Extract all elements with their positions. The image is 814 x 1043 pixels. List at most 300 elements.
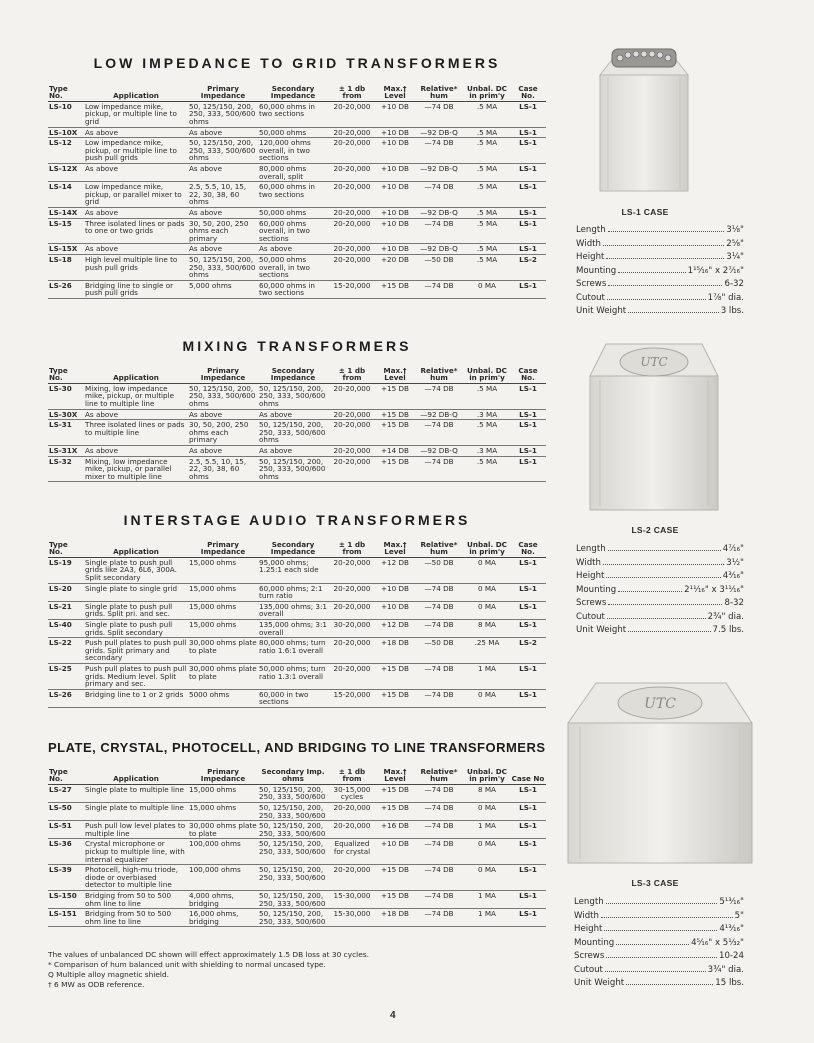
footnote-dc: The values of unbalanced DC shown will effect approximately 1.5 DB loss at 30 cycles. xyxy=(48,950,369,959)
header-primary: Primary Impedance xyxy=(188,85,258,101)
cell-level: +15 DB xyxy=(376,383,414,409)
ls-1-specs xyxy=(576,224,744,319)
cell-dc: .5 MA xyxy=(464,244,510,255)
cell-level: +12 DB xyxy=(376,619,414,637)
section-title: MIXING TRANSFORMERS xyxy=(182,338,412,354)
cell-dc: 1 MA xyxy=(464,663,510,689)
cell-type: LS-39 xyxy=(48,865,84,891)
cell-type: LS-36 xyxy=(48,839,84,865)
spec-value: 6-32 xyxy=(724,279,744,289)
table-row xyxy=(48,445,546,456)
table-header xyxy=(48,768,546,784)
section-low-impedance xyxy=(48,55,546,299)
table-row xyxy=(48,865,546,891)
cell-dc: 8 MA xyxy=(464,784,510,802)
spec-label: Width xyxy=(576,557,601,568)
cell-case: LS-1 xyxy=(510,601,546,619)
cell-dc: .5 MA xyxy=(464,456,510,482)
cell-type: LS-30 xyxy=(48,383,84,409)
cell-primary: 15,000 ohms xyxy=(188,557,258,583)
spec-label: Length xyxy=(576,544,606,554)
cell-type: LS-14 xyxy=(48,182,84,208)
cell-primary: As above xyxy=(188,163,258,181)
leader-dots xyxy=(601,917,733,918)
cell-response: 20-20,000 xyxy=(328,557,376,583)
page-number: 4 xyxy=(390,1010,396,1021)
cell-primary: 15,000 ohms xyxy=(188,803,258,821)
cell-primary: As above xyxy=(188,207,258,218)
table-header xyxy=(48,367,546,383)
spec-value: 4⁵⁄₁₆" x 5¹⁄₃₂" xyxy=(691,937,744,948)
spec-value: 10-24 xyxy=(719,951,744,961)
cell-primary: 50, 125/150, 200, 250, 333, 500/600 ohms xyxy=(188,101,258,127)
spec-label: Screws xyxy=(576,598,607,608)
header-type: Type No. xyxy=(48,367,84,383)
cell-case: LS-1 xyxy=(510,182,546,208)
cell-primary: As above xyxy=(188,244,258,255)
footnote-shield: Q Multiple alloy magnetic shield. xyxy=(48,970,169,979)
section-title: PLATE, CRYSTAL, PHOTOCELL, AND BRIDGING TO LINE TRANSFORMERS xyxy=(48,740,546,755)
cell-level: +10 DB xyxy=(376,839,414,865)
cell-type: LS-32 xyxy=(48,456,84,482)
footnote-reference: † 6 MW as ODB reference. xyxy=(48,980,145,989)
leader-dots xyxy=(628,312,719,313)
cell-hum: —74 DB xyxy=(414,601,464,619)
spec-row xyxy=(576,265,744,279)
cell-case: LS-1 xyxy=(510,803,546,821)
cell-response: 20-20,000 xyxy=(328,127,376,138)
cell-case: LS-1 xyxy=(510,138,546,164)
spec-value: 2⅝" xyxy=(726,238,744,249)
cell-type: LS-10 xyxy=(48,101,84,127)
table-row xyxy=(48,909,546,927)
table-interstage xyxy=(48,541,546,708)
cell-application: Bridging line to 1 or 2 grids xyxy=(84,689,188,707)
cell-primary: 50, 125/150, 200, 250, 333, 500/600 ohms xyxy=(188,254,258,280)
table-row xyxy=(48,280,546,298)
header-type: Type No. xyxy=(48,85,84,101)
cell-case: LS-1 xyxy=(510,409,546,420)
table-row xyxy=(48,583,546,601)
cell-secondary: 50,000 ohms overall, in two sections xyxy=(258,254,328,280)
cell-level: +10 DB xyxy=(376,207,414,218)
cell-type: LS-26 xyxy=(48,280,84,298)
cell-case: LS-1 xyxy=(510,101,546,127)
cell-response: 20-20,000 xyxy=(328,601,376,619)
cell-case: LS-2 xyxy=(510,638,546,664)
cell-secondary: 50,000 ohms xyxy=(258,207,328,218)
cell-application: Single plate to multiple line xyxy=(84,784,188,802)
cell-case: LS-1 xyxy=(510,218,546,244)
header-response: ± 1 db from xyxy=(328,367,376,383)
spec-label: Width xyxy=(576,238,601,249)
spec-row xyxy=(576,543,744,557)
ls-3-specs xyxy=(574,896,744,991)
cell-level: +15 DB xyxy=(376,689,414,707)
footnote-hum: * Comparison of hum balanced unit with shielding to normal uncased type. xyxy=(48,960,326,969)
cell-level: +15 DB xyxy=(376,456,414,482)
cell-response: 20-20,000 xyxy=(328,420,376,446)
cell-hum: —50 DB xyxy=(414,638,464,664)
table-row xyxy=(48,138,546,164)
spec-row xyxy=(576,224,744,238)
table-row xyxy=(48,839,546,865)
cell-application: As above xyxy=(84,127,188,138)
cell-case: LS-1 xyxy=(510,583,546,601)
cell-primary: 50, 125/150, 200, 250, 333, 500/600 ohms xyxy=(188,138,258,164)
cell-level: +10 DB xyxy=(376,583,414,601)
cell-hum: —74 DB xyxy=(414,280,464,298)
header-type: Type No. xyxy=(48,541,84,557)
cell-application: Crystal microphone or pickup to multiple line, with internal equalizer xyxy=(84,839,188,865)
cell-secondary: 50, 125/150, 200, 250, 333, 500/600 xyxy=(258,839,328,865)
cell-level: +15 DB xyxy=(376,663,414,689)
cell-application: Single plate to push pull grids like 2A3, 6L6, 300A. Split secondary xyxy=(84,557,188,583)
spec-value: 2¹¹⁄₁₆" x 3¹¹⁄₁₆" xyxy=(684,584,744,595)
table-row xyxy=(48,182,546,208)
cell-hum: —74 DB xyxy=(414,182,464,208)
spec-label: Height xyxy=(576,571,605,581)
table-row xyxy=(48,689,546,707)
cell-dc: .5 MA xyxy=(464,163,510,181)
cell-response: 30-15,000 cycles xyxy=(328,784,376,802)
cell-response: 20-20,000 xyxy=(328,207,376,218)
cell-type: LS-31X xyxy=(48,445,84,456)
cell-type: LS-10X xyxy=(48,127,84,138)
cell-dc: 0 MA xyxy=(464,803,510,821)
spec-row xyxy=(576,557,744,571)
cell-application: Bridging from 50 to 500 ohm line to line xyxy=(84,909,188,927)
cell-dc: 0 MA xyxy=(464,689,510,707)
cell-secondary: 135,000 ohms; 3:1 overall xyxy=(259,619,327,637)
cell-response: 20-20,000 xyxy=(328,865,376,891)
cell-secondary: 135,000 ohms; 3:1 overall xyxy=(259,601,327,619)
cell-primary: 16,000 ohms, bridging xyxy=(188,909,258,927)
cell-secondary: 60,000 ohms overall, in two sections xyxy=(258,218,328,244)
cell-hum: —74 DB xyxy=(414,821,464,839)
cell-type: LS-26 xyxy=(48,689,84,707)
cell-application: As above xyxy=(84,207,188,218)
spec-row xyxy=(576,570,744,584)
table-header xyxy=(48,85,546,101)
spec-row xyxy=(576,238,744,252)
cell-hum: —74 DB xyxy=(414,784,464,802)
cell-type: LS-30X xyxy=(48,409,84,420)
spec-label: Height xyxy=(574,924,603,934)
leader-dots xyxy=(608,604,722,605)
cell-secondary: 60,000 ohms in two sections xyxy=(258,182,328,208)
cell-primary: 2.5, 5.5, 10, 15, 22, 30, 38, 60 ohms xyxy=(188,456,258,482)
cell-response: 15-20,000 xyxy=(328,280,376,298)
leader-dots xyxy=(608,231,725,232)
cell-level: +18 DB xyxy=(376,909,414,927)
ls-2-specs xyxy=(576,543,744,638)
section-plate-crystal xyxy=(48,740,546,927)
spec-row xyxy=(574,923,744,937)
header-hum: Relative* hum xyxy=(414,367,464,383)
cell-dc: 0 MA xyxy=(464,557,510,583)
cell-level: +10 DB xyxy=(376,163,414,181)
cell-hum: —50 DB xyxy=(414,254,464,280)
cell-secondary: 50, 125/150, 200, 250, 333, 500/600 xyxy=(258,784,328,802)
cell-response: 20-20,000 xyxy=(328,445,376,456)
cell-dc: .3 MA xyxy=(464,445,510,456)
cell-dc: 1 MA xyxy=(464,909,510,927)
table-low-impedance xyxy=(48,85,546,299)
cell-application: Single plate to single grid xyxy=(84,583,188,601)
cell-primary: 30, 50, 200, 250 ohms each primary xyxy=(188,420,258,446)
header-hum: Relative* hum xyxy=(414,768,464,784)
table-row xyxy=(48,127,546,138)
cell-primary: As above xyxy=(188,127,258,138)
cell-response: 20-20,000 xyxy=(328,218,376,244)
cell-dc: 0 MA xyxy=(464,583,510,601)
cell-response: 20-20,000 xyxy=(328,101,376,127)
cell-application: Bridging line to single or push pull grids xyxy=(84,280,188,298)
cell-case: LS-1 xyxy=(510,383,546,409)
cell-primary: 15,000 ohms xyxy=(188,784,258,802)
header-application: Application xyxy=(84,768,188,784)
cell-hum: —92 DB-Q xyxy=(414,445,464,456)
spec-row xyxy=(576,611,744,625)
header-response: ± 1 db from xyxy=(328,768,376,784)
cell-secondary: As above xyxy=(258,409,328,420)
cell-primary: As above xyxy=(188,409,258,420)
spec-value: 4¹³⁄₁₆" xyxy=(719,924,744,934)
cell-response: 20-20,000 xyxy=(328,182,376,208)
spec-label: Length xyxy=(574,897,604,907)
cell-dc: .5 MA xyxy=(464,254,510,280)
header-dc: Unbal. DC in prim'y xyxy=(464,367,510,383)
cell-type: LS-27 xyxy=(48,784,84,802)
cell-hum: —92 DB-Q xyxy=(414,244,464,255)
cell-level: +10 DB xyxy=(376,182,414,208)
ls-3-caption: LS-3 CASE xyxy=(631,878,679,888)
spec-row xyxy=(574,950,744,964)
cell-case: LS-1 xyxy=(510,839,546,865)
cell-type: LS-51 xyxy=(48,821,84,839)
cell-primary: 100,000 ohms xyxy=(188,839,258,865)
cell-primary: 2.5, 5.5, 10, 15, 22, 30, 38, 60 ohms xyxy=(188,182,258,208)
header-primary: Primary Impedance xyxy=(188,541,258,557)
cell-secondary: 120,000 ohms overall, in two sections xyxy=(258,138,328,164)
table-row xyxy=(48,218,546,244)
cell-primary: 5,000 ohms xyxy=(188,280,258,298)
cell-level: +15 DB xyxy=(376,890,414,908)
leader-dots xyxy=(603,564,724,565)
cell-secondary: 95,000 ohms; 1.25:1 each side xyxy=(258,557,328,583)
table-row xyxy=(48,663,546,689)
table-plate-crystal xyxy=(48,768,546,927)
spec-label: Unit Weight xyxy=(576,306,627,316)
leader-dots xyxy=(606,577,720,578)
cell-type: LS-14X xyxy=(48,207,84,218)
cell-response: 15-30,000 xyxy=(328,890,376,908)
cell-dc: .5 MA xyxy=(464,383,510,409)
table-row xyxy=(48,244,546,255)
cell-application: Push pull plates to push pull grids. Split primary and secondary xyxy=(85,638,187,663)
table-row xyxy=(48,638,546,664)
cell-case: LS-1 xyxy=(510,420,546,446)
header-secondary: Secondary Imp. ohms xyxy=(258,768,328,784)
cell-case: LS-1 xyxy=(510,127,546,138)
table-row xyxy=(48,601,546,619)
cell-case: LS-1 xyxy=(510,445,546,456)
cell-secondary: 60,000 in two sections xyxy=(258,689,328,707)
spec-row xyxy=(574,977,744,991)
leader-dots xyxy=(605,971,706,972)
cell-type: LS-15X xyxy=(48,244,84,255)
cell-case: LS-1 xyxy=(510,865,546,891)
cell-response: 20-20,000 xyxy=(328,638,376,664)
spec-row xyxy=(576,584,744,598)
cell-response: 20-20,000 xyxy=(328,163,376,181)
cell-secondary: 50, 125/150, 200, 250, 333, 500/600 xyxy=(258,803,328,821)
header-case: Case No. xyxy=(510,541,546,557)
cell-dc: .5 MA xyxy=(464,218,510,244)
spec-value: 7.5 lbs. xyxy=(712,625,744,635)
cell-hum: —74 DB xyxy=(414,890,464,908)
table-row xyxy=(48,619,546,637)
spec-label: Screws xyxy=(576,279,607,289)
cell-response: 20-20,000 xyxy=(328,409,376,420)
cell-application: Low impedance mike, pickup, or multiple line to grid xyxy=(84,101,188,127)
cell-secondary: 50, 125/150, 200, 250, 333, 500/600 ohms xyxy=(258,420,328,446)
leader-dots xyxy=(616,944,689,945)
spec-label: Mounting xyxy=(576,265,617,276)
cell-dc: .5 MA xyxy=(464,127,510,138)
cell-primary: 50, 125/150, 200, 250, 333, 500/600 ohms xyxy=(188,383,258,409)
ls-2-caption: LS-2 CASE xyxy=(631,525,679,535)
cell-response: 20-20,000 xyxy=(328,138,376,164)
cell-application: Low impedance mike, pickup, or multiple line to push pull grids xyxy=(84,138,188,164)
table-mixing xyxy=(48,367,546,482)
leader-dots xyxy=(606,903,718,904)
spec-value: 3¾" dia. xyxy=(707,964,744,975)
header-application: Application xyxy=(84,541,188,557)
leader-dots xyxy=(604,930,717,931)
utc-logo: UTC xyxy=(640,355,668,369)
cell-primary: 100,000 ohms xyxy=(188,865,258,891)
cell-hum: —74 DB xyxy=(414,839,464,865)
cell-hum: —92 DB-Q xyxy=(414,127,464,138)
cell-hum: —92 DB-Q xyxy=(414,409,464,420)
cell-primary: 5000 ohms xyxy=(188,689,258,707)
cell-hum: —74 DB xyxy=(414,218,464,244)
cell-dc: .5 MA xyxy=(464,138,510,164)
cell-application: Single plate to multiple line xyxy=(84,803,188,821)
cell-level: +15 DB xyxy=(376,865,414,891)
spec-label: Cutout xyxy=(574,964,603,975)
cell-dc: 0 MA xyxy=(464,865,510,891)
cell-secondary: 50, 125/150, 200, 250, 333, 500/600 xyxy=(258,865,328,891)
leader-dots xyxy=(626,984,713,985)
header-application: Application xyxy=(84,85,188,101)
spec-value: 5¹³⁄₁₆" xyxy=(719,897,744,907)
spec-row xyxy=(576,278,744,292)
cell-secondary: 50,000 ohms; turn ratio 1.3:1 overall xyxy=(258,663,328,689)
header-type: Type No. xyxy=(48,768,84,784)
cell-secondary: 60,000 ohms; 2:1 turn ratio xyxy=(258,583,328,601)
cell-response: 15-30,000 xyxy=(328,909,376,927)
cell-secondary: 60,000 ohms in two sections xyxy=(258,101,328,127)
cell-type: LS-22 xyxy=(48,638,84,664)
cell-application: Bridging from 50 to 500 ohm line to line xyxy=(84,890,188,908)
cell-secondary: As above xyxy=(258,244,328,255)
cell-response: 20-20,000 xyxy=(328,663,376,689)
table-row xyxy=(48,254,546,280)
spec-value: 4³⁄₁₆" xyxy=(722,571,744,581)
header-hum: Relative* hum xyxy=(414,541,464,557)
spec-row xyxy=(574,896,744,910)
leader-dots xyxy=(603,245,724,246)
cell-dc: 0 MA xyxy=(464,601,510,619)
cell-level: +18 DB xyxy=(376,638,414,664)
spec-label: Mounting xyxy=(574,937,615,948)
cell-secondary: 80,000 ohms; turn ratio 1.6:1 overall xyxy=(258,638,328,664)
header-dc: Unbal. DC in prim'y xyxy=(464,768,510,784)
cell-type: LS-18 xyxy=(48,254,84,280)
cell-application: As above xyxy=(84,409,188,420)
cell-hum: —74 DB xyxy=(414,456,464,482)
section-interstage xyxy=(48,512,546,708)
table-row xyxy=(48,163,546,181)
cell-secondary: 80,000 ohms overall, split xyxy=(258,163,328,181)
cell-dc: 1 MA xyxy=(464,821,510,839)
cell-case: LS-1 xyxy=(510,784,546,802)
cell-type: LS-150 xyxy=(48,890,84,908)
header-case: Case No. xyxy=(510,85,546,101)
cell-dc: 0 MA xyxy=(464,280,510,298)
cell-type: LS-25 xyxy=(48,663,84,689)
header-dc: Unbal. DC in prim'y xyxy=(464,541,510,557)
cell-application: Low impedance mike, pickup, or parallel mixer to grid xyxy=(84,182,188,208)
table-row xyxy=(48,821,546,839)
spec-label: Mounting xyxy=(576,584,617,595)
spec-row xyxy=(576,292,744,306)
cell-primary: 15,000 ohms xyxy=(188,601,258,619)
cell-hum: —74 DB xyxy=(414,420,464,446)
cell-response: 15-20,000 xyxy=(328,689,376,707)
section-mixing xyxy=(48,338,546,482)
header-case: Case No. xyxy=(510,367,546,383)
leader-dots xyxy=(608,550,721,551)
leader-dots xyxy=(618,591,682,592)
cell-primary: 15,000 ohms xyxy=(188,583,258,601)
cell-application: As above xyxy=(84,244,188,255)
cell-primary: 30,000 ohms plate to plate xyxy=(188,638,258,664)
cell-type: LS-20 xyxy=(48,583,84,601)
header-secondary: Secondary Impedance xyxy=(258,541,328,557)
cell-secondary: 50,000 ohms xyxy=(258,127,328,138)
table-row xyxy=(48,890,546,908)
cell-hum: —74 DB xyxy=(414,619,464,637)
cell-response: 20-20,000 xyxy=(328,583,376,601)
cell-hum: —74 DB xyxy=(414,138,464,164)
cell-hum: —74 DB xyxy=(414,101,464,127)
cell-application: Mixing, low impedance mike, pickup, or parallel mixer to multiple line xyxy=(84,456,188,482)
cell-response: 30-20,000 xyxy=(328,619,376,637)
cell-response: 20-20,000 xyxy=(328,254,376,280)
spec-row xyxy=(574,937,744,951)
spec-value: 15 lbs. xyxy=(715,978,744,988)
spec-row xyxy=(576,624,744,638)
leader-dots xyxy=(606,957,717,958)
spec-value: 3⅛" xyxy=(726,225,744,235)
cell-case: LS-1 xyxy=(510,557,546,583)
table-row xyxy=(48,420,546,446)
spec-label: Unit Weight xyxy=(576,625,627,635)
